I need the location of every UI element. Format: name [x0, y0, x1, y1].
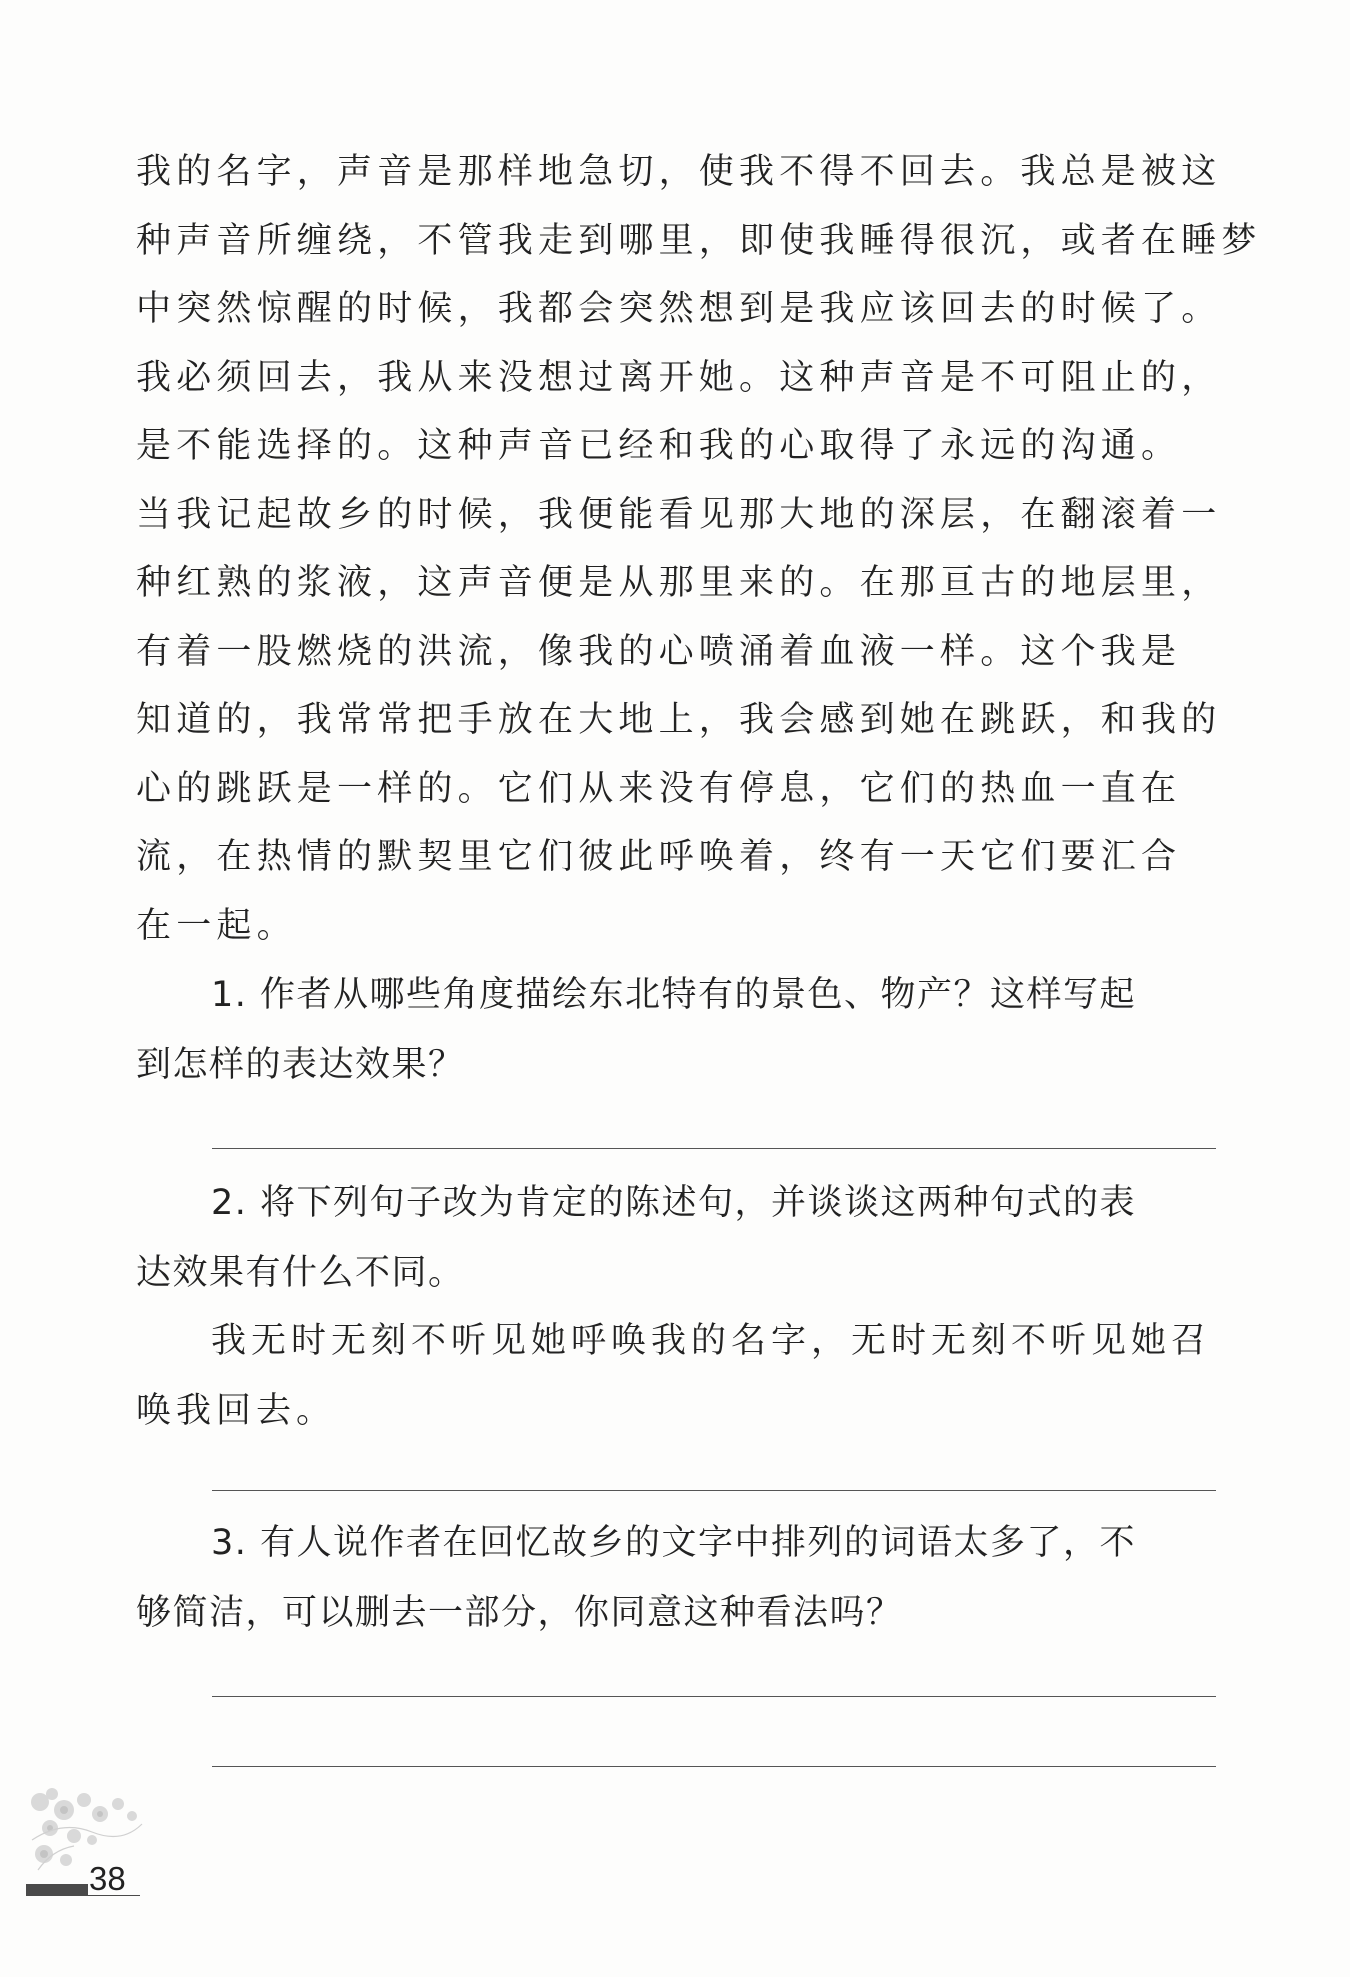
passage-line: 流，在热情的默契里它们彼此呼唤着，终有一天它们要汇合: [136, 837, 1182, 877]
question-1-line: 到怎样的表达效果？: [136, 1045, 465, 1085]
passage-line: 当我记起故乡的时候，我便能看见那大地的深层，在翻滚着一: [136, 494, 1222, 535]
question-3-line: 够简洁，可以删去一部分，你同意这种看法吗？: [136, 1593, 903, 1633]
passage-line: 种声音所缠绕，不管我走到哪里，即使我睡得很沉，或者在睡梦: [136, 220, 1262, 261]
passage-line: 有着一股燃烧的洪流，像我的心喷涌着血液一样。这个我是: [136, 631, 1182, 672]
question-3: [136, 1508, 1216, 1648]
question-1: [136, 960, 1216, 1100]
page-number: 38: [89, 1860, 126, 1897]
passage-line: 是不能选择的。这种声音已经和我的心取得了永远的沟通。: [136, 426, 1182, 466]
passage-line: 种红熟的浆液，这声音便是从那里来的。在那亘古的地层里，: [136, 563, 1222, 603]
quoted-sentence-line: 唤我回去。: [136, 1391, 337, 1431]
reading-passage: [136, 138, 1262, 960]
question-2: [136, 1168, 1216, 1308]
question-2-line: 达效果有什么不同。: [136, 1253, 465, 1293]
passage-line: 我的名字，声音是那样地急切，使我不得不回去。我总是被这: [136, 152, 1222, 192]
question-3-answer-line-2[interactable]: [212, 1766, 1216, 1767]
question-2-line: 2. 将下列句子改为肯定的陈述句，并谈谈这两种句式的表: [211, 1183, 1137, 1223]
quoted-sentence-line: 我无时无刻不听见她呼唤我的名字，无时无刻不听见她召: [211, 1321, 1212, 1361]
passage-line: 知道的，我常常把手放在大地上，我会感到她在跳跃，和我的: [136, 700, 1222, 740]
passage-line: 中突然惊醒的时候，我都会突然想到是我应该回去的时候了。: [136, 289, 1222, 329]
passage-line: 心的跳跃是一样的。它们从来没有停息，它们的热血一直在: [136, 768, 1182, 809]
question-2-answer-line[interactable]: [212, 1490, 1216, 1491]
question-1-answer-line[interactable]: [212, 1148, 1216, 1149]
question-2-quoted-sentence: [136, 1306, 1216, 1446]
floral-ornament-icon: [22, 1780, 152, 1880]
page-footer: [0, 1780, 300, 1920]
passage-line: 在一起。: [136, 905, 297, 946]
question-3-line: 3. 有人说作者在回忆故乡的文字中排列的词语太多了，不: [211, 1523, 1137, 1563]
question-3-answer-line-1[interactable]: [212, 1696, 1216, 1697]
passage-line: 我必须回去，我从来没想过离开她。这种声音是不可阻止的，: [136, 357, 1222, 398]
question-1-line: 1. 作者从哪些角度描绘东北特有的景色、物产？这样写起: [211, 975, 1137, 1015]
